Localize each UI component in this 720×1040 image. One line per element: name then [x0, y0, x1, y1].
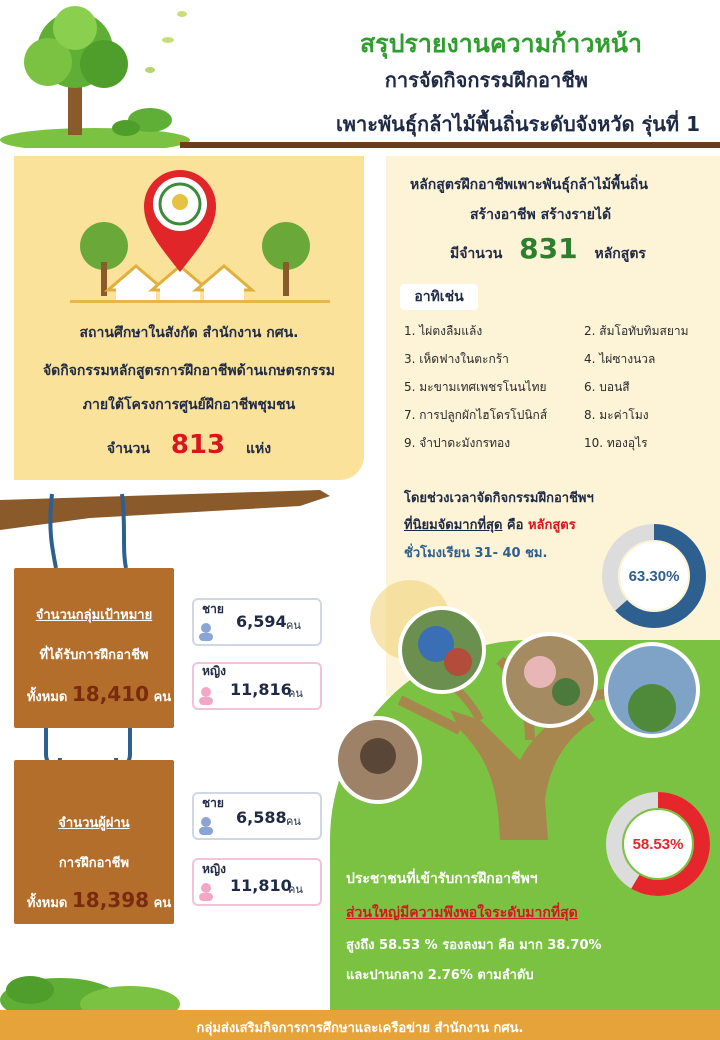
satisfaction-line-4: และปานกลาง 2.76% ตามลำดับ	[346, 968, 534, 983]
ground-line	[70, 300, 330, 303]
target-female-unit: คน	[288, 687, 303, 700]
courses-line-2: สร้างอาชีพ สร้างรายได้	[470, 207, 612, 223]
satisfaction-donut	[604, 790, 712, 898]
course-item-2: 2. ส้มโอทับทิมสยาม	[584, 324, 689, 338]
satisfaction-line-2: ส่วนใหญ่มีความพึงพอใจระดับมากที่สุด	[346, 905, 578, 921]
school-text-line-1: สถานศึกษาในสังกัด สำนักงาน กศน.	[79, 325, 299, 341]
target-female-label: หญิง	[202, 664, 226, 678]
courses-count-value: 831	[519, 232, 578, 265]
target-line-2: ที่ได้รับการฝึกอาชีพ	[39, 648, 149, 663]
satisfaction-percent: 58.53%	[632, 836, 684, 853]
course-item-9: 9. จำปาดะมังกรทอง	[404, 436, 511, 450]
passed-male-value: 6,588	[236, 808, 287, 827]
course-item-1: 1. ไผ่ตงลืมแล้ง	[404, 324, 483, 338]
duration-popular-label: ที่นิยมจัดมากที่สุด	[404, 518, 503, 533]
passed-line-2: การฝึกอาชีพ	[58, 856, 130, 871]
title-line-1: สรุปรายงานความก้าวหน้า	[359, 29, 642, 58]
passed-total-label: ทั้งหมด	[26, 896, 68, 911]
target-line-1: จำนวนกลุ่มเป้าหมาย	[35, 608, 153, 623]
target-male-value: 6,594	[236, 612, 287, 631]
duration-connector: คือ	[502, 518, 528, 533]
title-line-3: เพาะพันธุ์กล้าไม้พื้นถิ่นระดับจังหวัด รุ่นที่ 1	[335, 112, 700, 136]
courses-line-1: หลักสูตรฝึกอาชีพเพาะพันธุ์กล้าไม้พื้นถิ่น	[410, 177, 648, 193]
passed-line-1: จำนวนผู้ผ่าน	[58, 816, 130, 831]
school-count-unit: แห่ง	[246, 441, 272, 457]
school-text-line-2: จัดกิจกรรมหลักสูตรการฝึกอาชีพด้านเกษตรกรรม	[42, 363, 336, 379]
school-count-value: 813	[170, 430, 226, 460]
male-icon	[196, 622, 216, 642]
school-text-line-3: ภายใต้โครงการศูนย์ฝึกอาชีพชุมชน	[82, 397, 296, 413]
target-total-label: ทั้งหมด	[26, 690, 68, 705]
duration-line-1: โดยช่วงเวลาจัดกิจกรรมฝึกอาชีพฯ	[404, 491, 594, 506]
course-item-7: 7. การปลูกผักไฮโดรโปนิกส์	[404, 408, 548, 422]
passed-female-unit: คน	[288, 883, 303, 896]
footer-text: กลุ่มส่งเสริมกิจการการศึกษาและเครือข่าย สำนักงาน กศน.	[196, 1021, 524, 1036]
passed-male-label: ชาย	[202, 796, 224, 810]
courses-count-label: มีจำนวน	[450, 246, 503, 262]
passed-total-value: 18,398	[71, 888, 150, 912]
passed-total-unit: คน	[153, 896, 172, 911]
header	[0, 0, 720, 148]
school-count	[14, 430, 364, 460]
course-item-8: 8. มะค่าโมง	[584, 408, 649, 422]
duration-line-2	[404, 514, 576, 535]
duration-course-label: หลักสูตร	[527, 518, 576, 533]
tree-illustration	[0, 0, 190, 148]
duration-percent: 63.30%	[628, 568, 680, 585]
example-label: อาทิเช่น	[400, 284, 478, 310]
target-male-unit: คน	[286, 619, 301, 632]
target-female-value: 11,816	[230, 680, 292, 699]
target-total-unit: คน	[153, 690, 172, 705]
course-item-5: 5. มะขามเทศเพชรโนนไทย	[404, 380, 547, 394]
target-total-value: 18,410	[71, 682, 150, 706]
grass-illustration	[0, 950, 200, 1010]
duration-line-3: ชั่วโมงเรียน 31- 40 ชม.	[404, 546, 548, 561]
courses-count-unit: หลักสูตร	[594, 246, 646, 262]
passed-total	[14, 888, 184, 913]
header-divider	[180, 142, 720, 148]
location-houses-illustration	[64, 162, 324, 308]
passed-female-label: หญิง	[202, 862, 226, 876]
course-item-4: 4. ไผ่ซางนวล	[584, 352, 656, 366]
passed-female-value: 11,810	[230, 876, 292, 895]
female-icon	[196, 882, 216, 902]
target-board-hangers	[30, 488, 150, 572]
target-total	[14, 682, 184, 707]
male-icon	[196, 816, 216, 836]
school-count-label: จำนวน	[106, 441, 150, 457]
satisfaction-line-3: สูงถึง 58.53 % รองลงมา คือ มาก 38.70%	[346, 938, 602, 953]
target-male-label: ชาย	[202, 602, 224, 616]
course-item-10: 10. ทองอุไร	[584, 436, 648, 450]
course-item-3: 3. เห็ดฟางในตะกร้า	[404, 352, 509, 366]
courses-count	[450, 232, 646, 265]
satisfaction-line-1: ประชาชนที่เข้ารับการฝึกอาชีพฯ	[346, 871, 538, 887]
passed-male-unit: คน	[286, 815, 301, 828]
title-line-2: การจัดกิจกรรมฝึกอาชีพ	[384, 68, 588, 92]
female-icon	[196, 686, 216, 706]
course-item-6: 6. บอนสี	[584, 380, 630, 394]
